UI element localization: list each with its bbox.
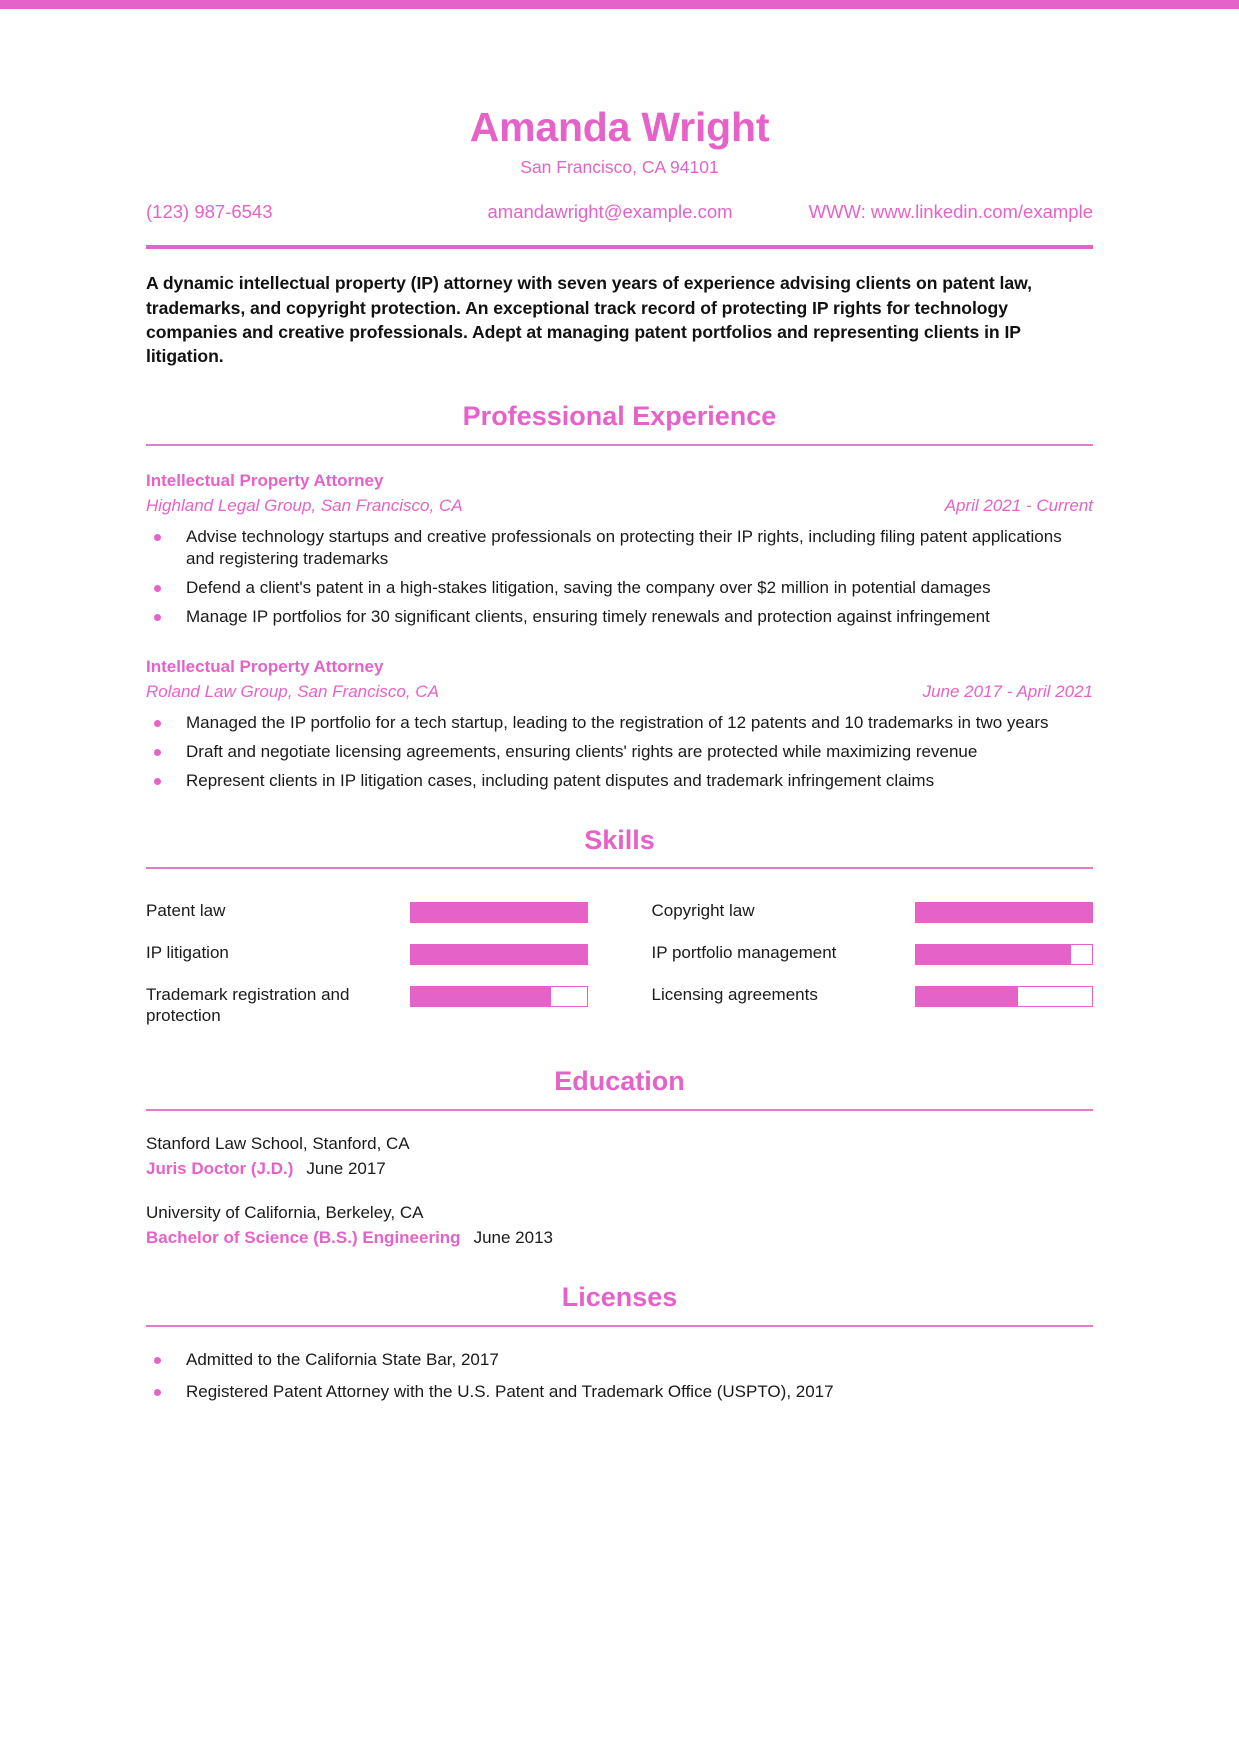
- education-date: June 2017: [306, 1158, 386, 1178]
- job-bullet: Defend a client's patent in a high-stakes litigation, saving the company over $2 million in potential damages: [146, 577, 1093, 599]
- section-professional-experience: [146, 402, 1093, 791]
- section-licenses: [146, 1283, 1093, 1403]
- job-dates: April 2021 - Current: [944, 496, 1093, 516]
- job-dates: June 2017 - April 2021: [922, 682, 1093, 702]
- top-accent-bar: [0, 0, 1239, 9]
- contact-email[interactable]: amandawright@example.com: [487, 201, 733, 223]
- section-divider-licenses: [146, 1325, 1093, 1327]
- contact-row: [146, 200, 1093, 223]
- education-degree: Juris Doctor (J.D.): [146, 1158, 294, 1178]
- job-title: Intellectual Property Attorney: [146, 471, 384, 491]
- licenses-list: [146, 1349, 1093, 1403]
- skill-item: [146, 937, 588, 979]
- job-meta: [146, 681, 1093, 702]
- section-title-experience: Professional Experience: [462, 401, 777, 432]
- skill-level-bar: [915, 986, 1093, 1007]
- resume-header: [146, 105, 1093, 249]
- header-divider: [146, 245, 1093, 249]
- skill-item: [652, 895, 1094, 937]
- skill-item: [146, 979, 588, 1032]
- section-education: [146, 1067, 1093, 1249]
- skill-level-bar: [915, 944, 1093, 965]
- education-school: Stanford Law School, Stanford, CA: [146, 1133, 410, 1153]
- contact-website[interactable]: WWW: www.linkedin.com/example: [808, 201, 1093, 223]
- skill-level-fill: [916, 903, 1092, 922]
- skill-label: Copyright law: [651, 901, 755, 921]
- education-degree: Bachelor of Science (B.S.) Engineering: [146, 1227, 461, 1247]
- job-bullet-list: [146, 526, 1093, 628]
- skill-level-bar: [410, 902, 588, 923]
- skill-level-fill: [916, 987, 1018, 1006]
- section-title-licenses: Licenses: [561, 1282, 678, 1313]
- skill-label: Trademark registration and protection: [146, 985, 350, 1026]
- education-school: University of California, Berkeley, CA: [146, 1202, 424, 1222]
- section-divider-experience: [146, 444, 1093, 446]
- skill-label: IP portfolio management: [651, 943, 837, 963]
- skill-level-fill: [411, 903, 587, 922]
- skill-label: IP litigation: [146, 943, 229, 963]
- professional-summary: A dynamic intellectual property (IP) attorney with seven years of experience advising clients on patent law, trademarks, and copyright protection. An exceptional track record of protecting IP rights for technology companies and creative professionals. Adept at managing patent portfolios and representing clients in IP litigation.: [146, 273, 1032, 367]
- job-bullet-list: [146, 712, 1093, 792]
- education-degree-line: [146, 1227, 1093, 1249]
- section-divider-skills: [146, 867, 1093, 869]
- candidate-address: San Francisco, CA 94101: [520, 157, 719, 178]
- skill-level-fill: [916, 945, 1071, 964]
- education-entry: [146, 1202, 1093, 1249]
- job-company: Highland Legal Group, San Francisco, CA: [146, 496, 463, 516]
- skill-level-bar: [410, 944, 588, 965]
- job-bullet: Advise technology startups and creative professionals on protecting their IP rights, including filing patent applications and registering trademarks: [146, 526, 1093, 570]
- section-title-education: Education: [554, 1065, 685, 1096]
- skill-item: [146, 895, 588, 937]
- skill-item: [652, 937, 1094, 979]
- skills-grid: [146, 895, 1093, 1032]
- skill-label: Licensing agreements: [651, 985, 818, 1005]
- job-bullet: Draft and negotiate licensing agreements, ensuring clients' rights are protected while maximizing revenue: [146, 741, 1093, 763]
- job-bullet: Manage IP portfolios for 30 significant clients, ensuring timely renewals and protection against infringement: [146, 606, 1093, 628]
- job-bullet: Represent clients in IP litigation cases, including patent disputes and trademark infringement claims: [146, 770, 1093, 792]
- job-bullet: Managed the IP portfolio for a tech startup, leading to the registration of 12 patents and 10 trademarks in two years: [146, 712, 1093, 734]
- section-title-skills: Skills: [584, 824, 655, 855]
- education-degree-line: [146, 1158, 1093, 1180]
- experience-entry: [146, 470, 1093, 628]
- license-item: Admitted to the California State Bar, 2017: [146, 1349, 1093, 1371]
- skill-level-bar: [410, 986, 588, 1007]
- skill-level-bar: [915, 902, 1093, 923]
- experience-entry: [146, 656, 1093, 792]
- resume-content: [0, 9, 1239, 1413]
- job-title: Intellectual Property Attorney: [146, 657, 384, 677]
- skill-label: Patent law: [146, 901, 226, 921]
- job-meta: [146, 495, 1093, 516]
- candidate-name: Amanda Wright: [469, 104, 770, 150]
- section-skills: [146, 826, 1093, 1033]
- education-entry: [146, 1133, 1093, 1180]
- job-company: Roland Law Group, San Francisco, CA: [146, 682, 439, 702]
- section-divider-education: [146, 1109, 1093, 1111]
- education-date: June 2013: [473, 1227, 553, 1247]
- skill-level-fill: [411, 945, 587, 964]
- contact-phone[interactable]: (123) 987-6543: [146, 201, 273, 223]
- skill-item: [652, 979, 1094, 1032]
- skill-level-fill: [411, 987, 552, 1006]
- license-item: Registered Patent Attorney with the U.S. Patent and Trademark Office (USPTO), 2017: [146, 1381, 1093, 1403]
